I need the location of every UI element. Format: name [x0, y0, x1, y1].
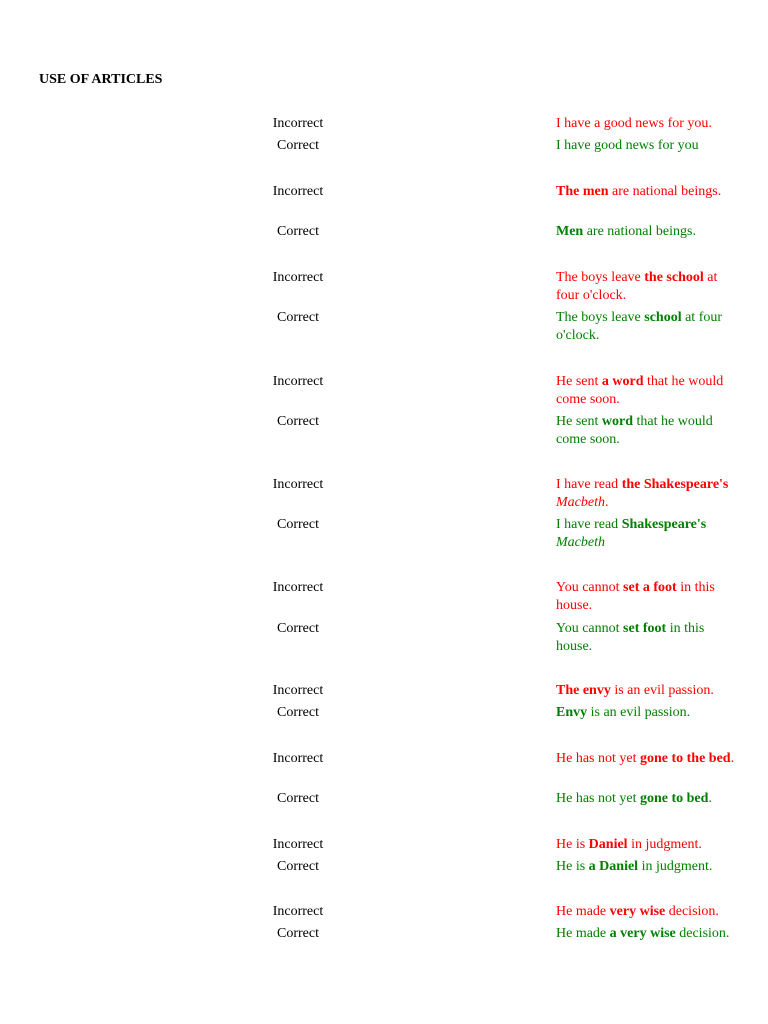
- emphasized-text: gone to bed: [639, 791, 709, 806]
- incorrect-sentence: [556, 476, 740, 511]
- sentence-text: that he would come soon.: [556, 414, 713, 447]
- sentence-text: .: [604, 494, 609, 510]
- incorrect-label: Incorrect: [272, 683, 324, 698]
- incorrect-label: Incorrect: [272, 116, 324, 131]
- correct-sentence: [556, 309, 740, 344]
- correct-sentence: [556, 516, 740, 551]
- incorrect-sentence: [556, 750, 740, 768]
- incorrect-label: Incorrect: [272, 270, 324, 285]
- correct-sentence: [556, 620, 740, 655]
- sentence-text: are national beings.: [583, 224, 696, 239]
- sentence-text: He made: [556, 926, 610, 941]
- emphasized-text: The envy: [556, 683, 611, 698]
- emphasized-text: the school: [644, 270, 704, 285]
- emphasized-text: Men: [556, 224, 584, 239]
- sentence-text: in judgment.: [627, 837, 702, 852]
- sentence-text: in this house.: [556, 580, 715, 613]
- emphasized-text: Shakespeare's: [621, 517, 707, 532]
- italic-title: Macbeth: [556, 494, 605, 510]
- sentence-text: I have good news for you: [556, 138, 699, 153]
- sentence-text: He sent: [556, 374, 602, 389]
- sentence-text: is an evil passion.: [610, 683, 714, 698]
- sentence-text: decision.: [675, 926, 730, 941]
- correct-label: Correct: [277, 621, 319, 636]
- emphasized-text: set foot: [623, 621, 667, 636]
- sentence-text: I have a good news for you.: [556, 116, 712, 131]
- correct-sentence: [556, 413, 740, 448]
- sentence-text: The boys leave: [556, 310, 645, 325]
- incorrect-sentence: [556, 183, 740, 201]
- emphasized-text: set a foot: [623, 580, 677, 595]
- incorrect-sentence: [556, 373, 740, 408]
- incorrect-label: Incorrect: [272, 374, 324, 389]
- incorrect-label: Incorrect: [272, 751, 324, 766]
- emphasized-text: Daniel: [588, 837, 628, 852]
- correct-label: Correct: [277, 791, 319, 806]
- sentence-text: He has not yet: [556, 791, 640, 806]
- sentence-text: is an evil passion.: [587, 705, 691, 720]
- emphasized-text: the Shakespeare's: [621, 477, 729, 492]
- sentence-text: I have read: [556, 477, 622, 492]
- incorrect-sentence: [556, 269, 740, 304]
- correct-label: Correct: [277, 517, 319, 532]
- incorrect-sentence: [556, 836, 740, 854]
- incorrect-sentence: [556, 115, 740, 133]
- incorrect-label: Incorrect: [272, 477, 324, 492]
- incorrect-sentence: [556, 903, 740, 921]
- incorrect-label: Incorrect: [272, 837, 324, 852]
- incorrect-label: Incorrect: [272, 184, 324, 199]
- correct-sentence: [556, 137, 740, 155]
- emphasized-text: school: [644, 310, 682, 325]
- emphasized-text: very wise: [609, 904, 666, 919]
- sentence-text: at four o'clock.: [556, 310, 723, 343]
- correct-sentence: [556, 790, 740, 808]
- emphasized-text: a word: [601, 374, 644, 389]
- sentence-text: are national beings.: [608, 184, 722, 199]
- sentence-text: decision.: [665, 904, 719, 919]
- sentence-text: in this house.: [556, 621, 705, 654]
- sentence-text: You cannot: [556, 621, 624, 636]
- sentence-text: You cannot: [556, 580, 624, 595]
- incorrect-sentence: [556, 682, 740, 700]
- correct-label: Correct: [277, 414, 319, 429]
- correct-sentence: [556, 223, 740, 241]
- incorrect-label: Incorrect: [272, 580, 324, 595]
- sentence-text: I have read: [556, 517, 622, 532]
- page-title: USE OF ARTICLES: [39, 72, 163, 87]
- emphasized-text: gone to the bed: [639, 751, 731, 766]
- incorrect-label: Incorrect: [272, 904, 324, 919]
- emphasized-text: a Daniel: [588, 859, 639, 874]
- correct-label: Correct: [277, 310, 319, 325]
- incorrect-sentence: [556, 579, 740, 614]
- emphasized-text: The men: [556, 184, 609, 199]
- sentence-text: in judgment.: [638, 859, 713, 874]
- correct-label: Correct: [277, 138, 319, 153]
- sentence-text: He is: [556, 837, 589, 852]
- sentence-text: He made: [556, 904, 610, 919]
- correct-sentence: [556, 858, 740, 876]
- emphasized-text: a very wise: [609, 926, 676, 941]
- sentence-text: He sent: [556, 414, 602, 429]
- correct-sentence: [556, 925, 740, 943]
- emphasized-text: Envy: [556, 705, 588, 720]
- correct-label: Correct: [277, 859, 319, 874]
- sentence-text: .: [730, 751, 735, 766]
- correct-label: Correct: [277, 926, 319, 941]
- sentence-text: The boys leave: [556, 270, 645, 285]
- italic-title: Macbeth: [556, 534, 605, 550]
- correct-label: Correct: [277, 224, 319, 239]
- correct-sentence: [556, 704, 740, 722]
- sentence-text: He has not yet: [556, 751, 640, 766]
- sentence-text: at four o'clock.: [556, 270, 718, 303]
- emphasized-text: word: [601, 414, 634, 429]
- correct-label: Correct: [277, 705, 319, 720]
- sentence-text: He is: [556, 859, 589, 874]
- sentence-text: .: [708, 791, 712, 806]
- sentence-text: that he would come soon.: [556, 374, 724, 407]
